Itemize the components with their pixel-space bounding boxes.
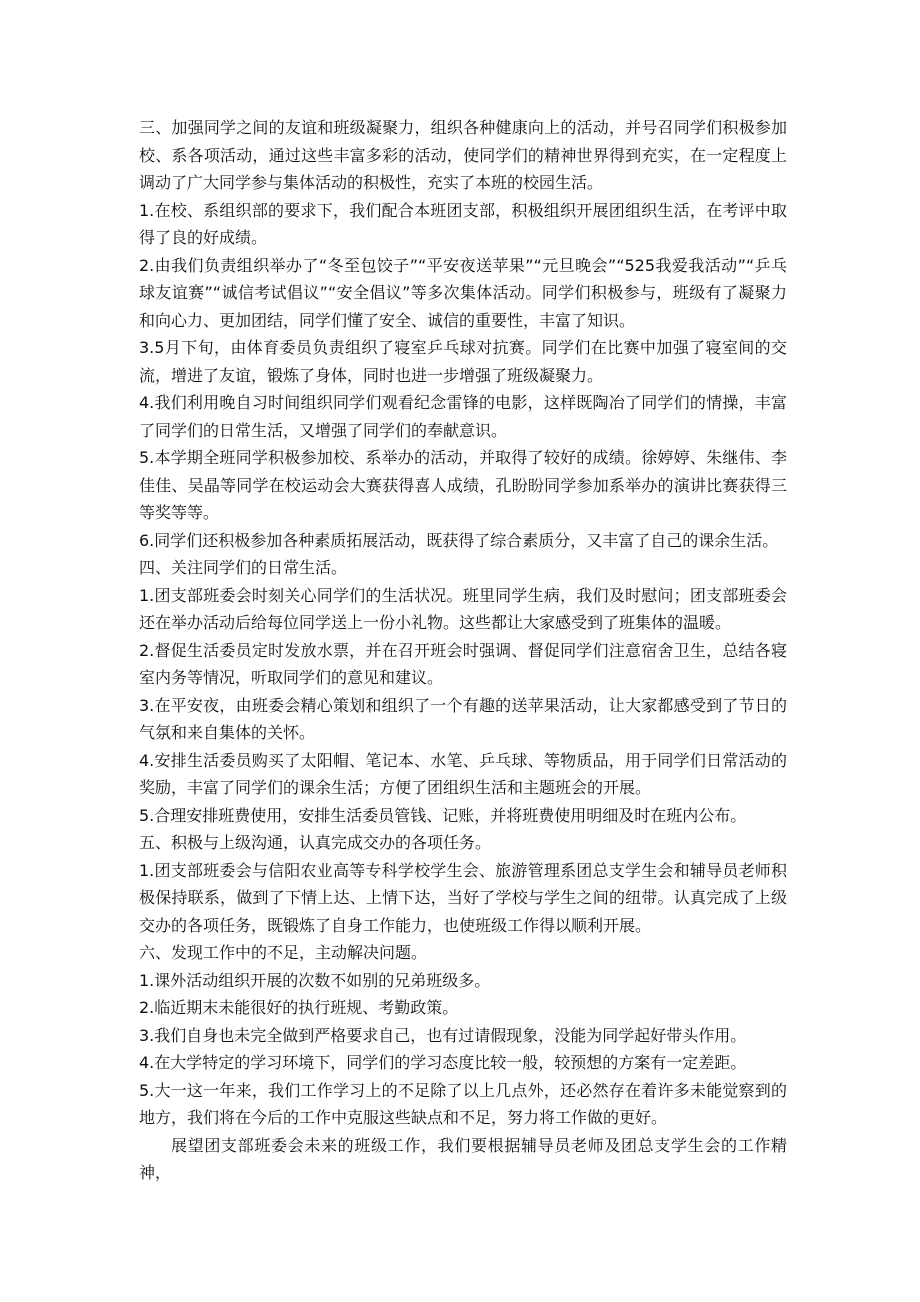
list-item: 1.团支部班委会与信阳农业高等专科学校学生会、旅游管理系团总支学生会和辅导员老师积极保持联系，做到了下情上达、上情下达，当好了学校与学生之间的纽带。认真完成了上级交办的各项任务，既锻炼了自身工作能力，也使班级工作得以顺利开展。 <box>139 860 787 935</box>
list-item: 5.大一这一年来，我们工作学习上的不足除了以上几点外，还必然存在着许多未能觉察到的地方，我们将在今后的工作中克服这些缺点和不足，努力将工作做的更好。 <box>139 1080 787 1127</box>
list-item: 2.督促生活委员定时发放水票，并在召开班会时强调、督促同学们注意宿舍卫生，总结各寝室内务等情况，听取同学们的意见和建议。 <box>139 640 787 687</box>
list-item: 1.在校、系组织部的要求下，我们配合本班团支部，积极组织开展团组织生活，在考评中取得了良的好成绩。 <box>139 200 787 247</box>
document-body <box>139 114 787 1187</box>
list-item: 5.本学期全班同学积极参加校、系举办的活动，并取得了较好的成绩。徐婷婷、朱继伟、李佳佳、吴晶等同学在校运动会大赛获得喜人成绩，孔盼盼同学参加系举办的演讲比赛获得三等奖等等。 <box>139 448 787 522</box>
closing-paragraph: 展望团支部班委会未来的班级工作，我们要根据辅导员老师及团总支学生会的工作精神， <box>139 1135 787 1182</box>
section-heading-3: 三、加强同学之间的友谊和班级凝聚力，组织各种健康向上的活动，并号召同学们积极参加校、系各项活动，通过这些丰富多彩的活动，使同学们的精神世界得到充实，在一定程度上调动了广大同学参与集体活动的积极性，充实了本班的校园生活。 <box>139 118 787 192</box>
list-item: 3.我们自身也未完全做到严格要求自己，也有过请假现象，没能为同学起好带头作用。 <box>139 1025 747 1045</box>
list-item: 4.我们利用晚自习时间组织同学们观看纪念雷锋的电影，这样既陶冶了同学们的情操，丰富了同学们的日常生活，又增强了同学们的奉献意识。 <box>139 393 787 440</box>
list-item: 2.由我们负责组织举办了“冬至包饺子”“平安夜送苹果”“元旦晚会”“525我爱我活动”“乒乓球友谊赛”“诚信考试倡议”“安全倡议”等多次集体活动。同学们积极参与，班级有了凝聚力和向心力、更加团结，同学们懂了安全、诚信的重要性，丰富了知识。 <box>139 255 787 330</box>
list-item: 1.团支部班委会时刻关心同学们的生活状况。班里同学生病，我们及时慰问；团支部班委会还在举办活动后给每位同学送上一份小礼物。这些都让大家感受到了班集体的温暖。 <box>139 585 787 632</box>
section-heading-6: 六、发现工作中的不足，主动解决问题。 <box>139 943 428 962</box>
list-item: 6.同学们还积极参加各种素质拓展活动，既获得了综合素质分，又丰富了自己的课余生活。 <box>139 530 779 550</box>
section-heading-4: 四、关注同学们的日常生活。 <box>139 558 348 577</box>
list-item: 3.在平安夜，由班委会精心策划和组织了一个有趣的送苹果活动，让大家都感受到了节日的气氛和来自集体的关怀。 <box>139 695 787 742</box>
list-item: 5.合理安排班费使用，安排生活委员管钱、记账，并将班费使用明细及时在班内公布。 <box>139 805 747 825</box>
section-heading-5: 五、积极与上级沟通，认真完成交办的各项任务。 <box>139 833 492 852</box>
list-item: 4.在大学特定的学习环境下，同学们的学习态度比较一般，较预想的方案有一定差距。 <box>139 1053 747 1072</box>
list-item: 2.临近期末未能很好的执行班规、考勤政策。 <box>139 998 459 1017</box>
list-item: 3.5月下旬，由体育委员负责组织了寝室乒乓球对抗赛。同学们在比赛中加强了寝室间的交流，增进了友谊，锻炼了身体，同时也进一步增强了班级凝聚力。 <box>139 338 787 385</box>
list-item: 4.安排生活委员购买了太阳帽、笔记本、水笔、乒乓球、等物质品，用于同学们日常活动的奖励，丰富了同学们的课余生活；方便了团组织生活和主题班会的开展。 <box>139 750 787 797</box>
list-item: 1.课外活动组织开展的次数不如别的兄弟班级多。 <box>139 970 491 990</box>
